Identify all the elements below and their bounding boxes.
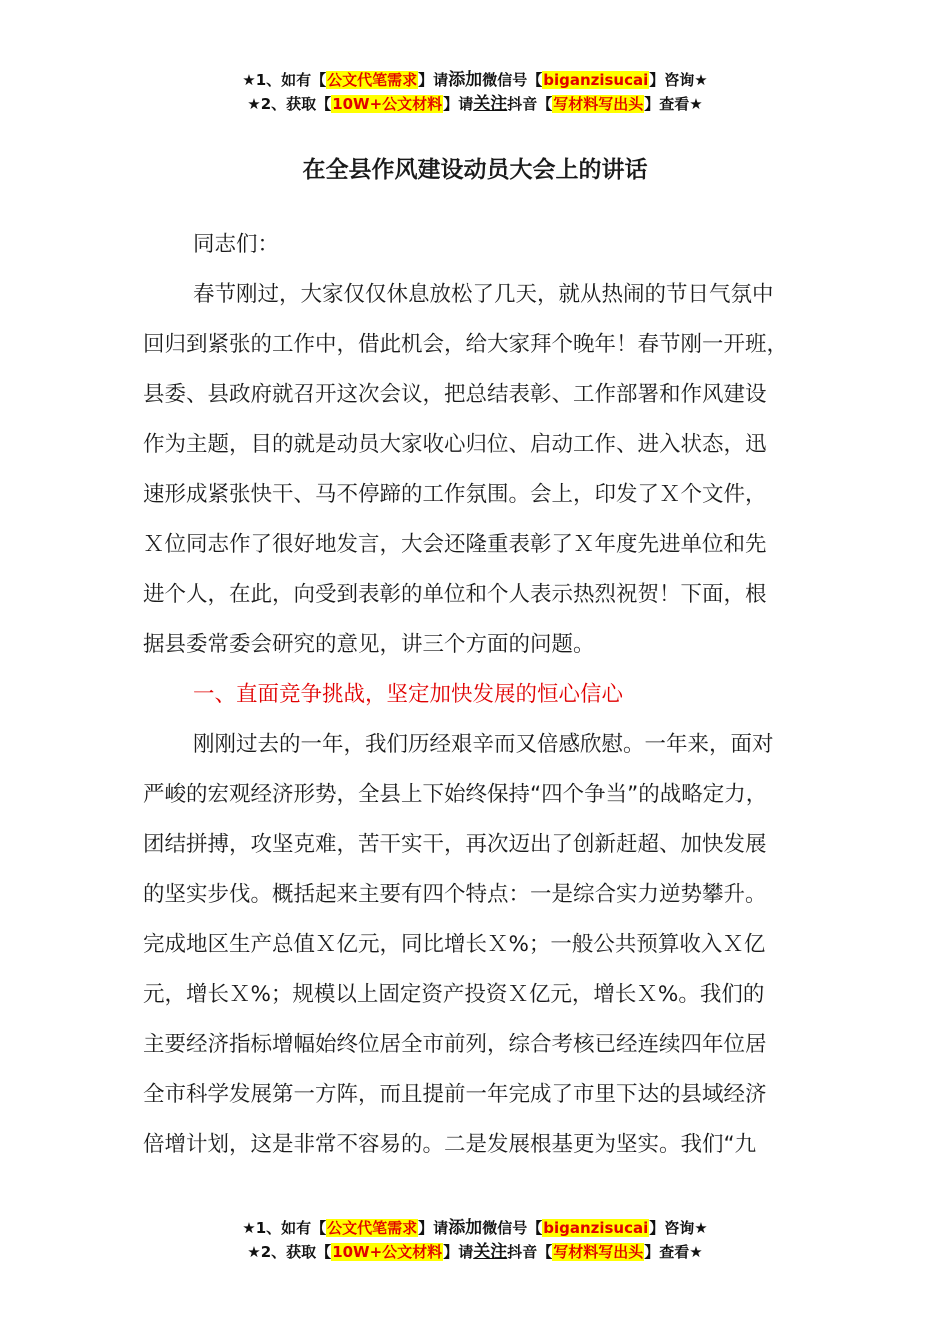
banner-line-1	[0, 68, 950, 92]
paragraph-line: 回归到紧张的工作中，借此机会，给大家拜个晚年！春节刚一开班，	[143, 332, 789, 357]
paragraph-line: 的坚实步伐。概括起来主要有四个特点：一是综合实力逆势攀升。	[143, 882, 767, 907]
banner-text: ★2、获取【	[247, 1243, 332, 1261]
paragraph-line: 主要经济指标增幅始终位居全市前列，综合考核已经连续四年位居	[143, 1032, 767, 1057]
banner-text: 】请	[418, 1219, 449, 1237]
banner-line-2	[0, 92, 950, 116]
banner-highlight: 写材料写出头	[553, 1243, 644, 1261]
banner-text: 】查看★	[644, 95, 703, 113]
paragraph-line: 刚刚过去的一年，我们历经艰辛而又倍感欣慰。一年来，面对	[193, 732, 774, 757]
banner-text: 】请	[443, 95, 474, 113]
footer-banner	[0, 1216, 950, 1264]
banner-text: 微信号【	[482, 71, 543, 89]
banner-text: ★1、如有【	[242, 1219, 327, 1237]
banner-text: 抖音【	[507, 95, 553, 113]
banner-text: ★1、如有【	[242, 71, 327, 89]
paragraph-line: 速形成紧张快干、马不停蹄的工作氛围。会上，印发了Ｘ个文件，	[143, 482, 767, 507]
banner-emphasis: 添加	[448, 70, 483, 90]
paragraph-line: 进个人，在此，向受到表彰的单位和个人表示热烈祝贺！下面，根	[143, 582, 767, 607]
banner-line-2	[0, 1240, 950, 1264]
paragraph-line: 全市科学发展第一方阵，而且提前一年完成了市里下达的县域经济	[143, 1082, 767, 1107]
banner-highlight: 10W+公文材料	[332, 95, 443, 113]
banner-highlight: biganzisucai	[543, 71, 649, 89]
banner-emphasis: 关注	[473, 94, 508, 114]
paragraph-line: 县委、县政府就召开这次会议，把总结表彰、工作部署和作风建设	[143, 382, 767, 407]
document-title: 在全县作风建设动员大会上的讲话	[302, 157, 648, 183]
paragraph-line: 完成地区生产总值Ｘ亿元，同比增长Ｘ%；一般公共预算收入Ｘ亿	[143, 932, 766, 957]
banner-highlight: biganzisucai	[543, 1219, 649, 1237]
banner-highlight: 公文代笔需求	[327, 1219, 418, 1237]
banner-text: 抖音【	[507, 1243, 553, 1261]
banner-text: 】请	[418, 71, 449, 89]
paragraph-line: 倍增计划，这是非常不容易的。二是发展根基更为坚实。我们“九	[143, 1132, 757, 1157]
section-heading: 一、直面竞争挑战，坚定加快发展的恒心信心	[193, 682, 624, 707]
paragraph-line: 元，增长Ｘ%；规模以上固定资产投资Ｘ亿元，增长Ｘ%。我们的	[143, 982, 765, 1007]
banner-text: 】请	[443, 1243, 474, 1261]
banner-text: 】查看★	[644, 1243, 703, 1261]
banner-text: ★2、获取【	[247, 95, 332, 113]
banner-highlight: 10W+公文材料	[332, 1243, 443, 1261]
paragraph-line: 作为主题，目的就是动员大家收心归位、启动工作、进入状态，迅	[143, 432, 767, 457]
banner-emphasis: 关注	[473, 1242, 508, 1262]
paragraph-line: 据县委常委会研究的意见，讲三个方面的问题。	[143, 632, 595, 657]
banner-highlight: 写材料写出头	[553, 95, 644, 113]
banner-highlight: 公文代笔需求	[327, 71, 418, 89]
banner-text: 】咨询★	[649, 1219, 708, 1237]
banner-text: 微信号【	[482, 1219, 543, 1237]
salutation: 同志们：	[193, 232, 280, 257]
document-body	[143, 220, 813, 1170]
paragraph-line: Ｘ位同志作了很好地发言，大会还隆重表彰了Ｘ年度先进单位和先	[143, 532, 767, 557]
paragraph-line: 春节刚过，大家仅仅休息放松了几天，就从热闹的节日气氛中	[193, 282, 774, 307]
banner-text: 】咨询★	[649, 71, 708, 89]
banner-line-1	[0, 1216, 950, 1240]
header-banner	[0, 68, 950, 116]
paragraph-line: 严峻的宏观经济形势，全县上下始终保持“四个争当”的战略定力，	[143, 782, 768, 807]
paragraph-line: 团结拼搏，攻坚克难，苦干实干，再次迈出了创新赶超、加快发展	[143, 832, 767, 857]
banner-emphasis: 添加	[448, 1218, 483, 1238]
